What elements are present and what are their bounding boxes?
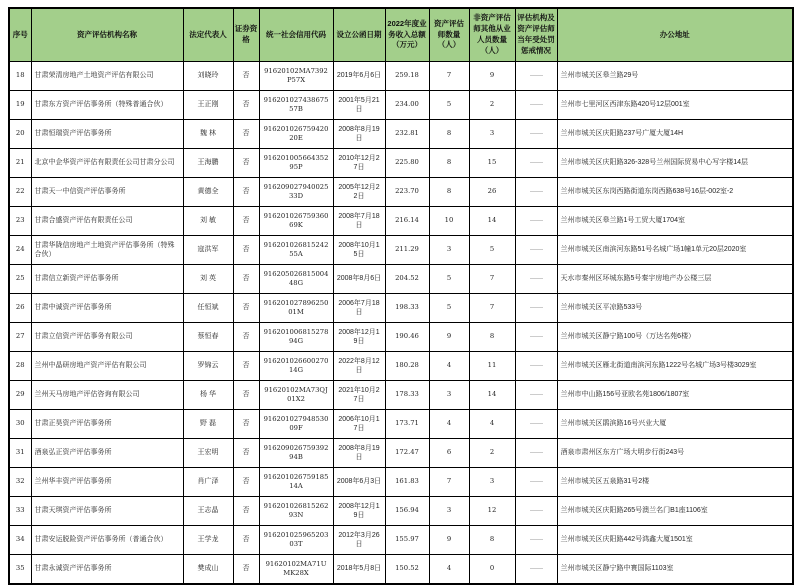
cell-institution-name: 兰州中晶研房地产资产评估有限公司 (31, 352, 183, 381)
cell-office-address: 兰州市城关区皋兰路29号 (557, 62, 793, 91)
header-penalty-status: 评估机构及资产评估师当年受处罚惩戒情况 (515, 8, 557, 62)
cell-office-address: 兰州市城关区静宁路中寰国际1103室 (557, 555, 793, 585)
table-row (9, 294, 793, 323)
cell-establish-date: 2005年12月22日 (333, 178, 385, 207)
cell-revenue: 161.83 (385, 468, 429, 497)
cell-office-address: 天水市秦州区环城东路5号秦宇房地产办公楼三层 (557, 265, 793, 294)
cell-legal-rep: 刘 敏 (183, 207, 233, 236)
cell-institution-name: 甘肃东方资产评估事务所（特殊普通合伙） (31, 91, 183, 120)
cell-other-staff-count: 2 (469, 439, 515, 468)
header-office-address: 办公地址 (557, 8, 793, 62)
cell-revenue: 180.28 (385, 352, 429, 381)
cell-revenue: 172.47 (385, 439, 429, 468)
cell-other-staff-count: 3 (469, 120, 515, 149)
table-row (9, 236, 793, 265)
cell-institution-name: 甘肃合盛资产评估有限责任公司 (31, 207, 183, 236)
cell-appraiser-count: 4 (429, 555, 469, 585)
cell-other-staff-count: 26 (469, 178, 515, 207)
table-row (9, 91, 793, 120)
cell-office-address: 兰州市城关区平凉路533号 (557, 294, 793, 323)
cell-legal-rep: 王学龙 (183, 526, 233, 555)
cell-other-staff-count: 11 (469, 352, 515, 381)
header-establish-date: 设立公函日期 (333, 8, 385, 62)
cell-legal-rep: 樊成山 (183, 555, 233, 585)
cell-serial: 35 (9, 555, 31, 585)
cell-institution-name: 甘肃天一中信资产评估事务所 (31, 178, 183, 207)
cell-penalty-status: —— (515, 62, 557, 91)
cell-other-staff-count: 12 (469, 497, 515, 526)
cell-securities-qualification: 否 (233, 62, 259, 91)
cell-serial: 28 (9, 352, 31, 381)
cell-credit-code: 91620100566435295P (259, 149, 333, 178)
cell-revenue: 198.33 (385, 294, 429, 323)
table-row (9, 410, 793, 439)
cell-office-address: 兰州市城关区雁北街道南滨河东路1222号名城广场3号楼3029室 (557, 352, 793, 381)
cell-office-address: 兰州市城关区静宁路100号（万达名苑6楼） (557, 323, 793, 352)
cell-office-address: 兰州市城关区庆阳路326-328号兰州国际贸易中心写字楼14层 (557, 149, 793, 178)
header-legal-rep: 法定代表人 (183, 8, 233, 62)
cell-appraiser-count: 8 (429, 178, 469, 207)
cell-establish-date: 2010年12月27日 (333, 149, 385, 178)
cell-credit-code: 91620102MA73QJ01X2 (259, 381, 333, 410)
cell-other-staff-count: 15 (469, 149, 515, 178)
cell-revenue: 211.29 (385, 236, 429, 265)
cell-serial: 22 (9, 178, 31, 207)
cell-establish-date: 2012年3月26日 (333, 526, 385, 555)
cell-securities-qualification: 否 (233, 352, 259, 381)
cell-appraiser-count: 5 (429, 91, 469, 120)
cell-institution-name: 兰州华丰资产评估事务所 (31, 468, 183, 497)
cell-revenue: 232.81 (385, 120, 429, 149)
cell-institution-name: 酒泉弘正资产评估事务所 (31, 439, 183, 468)
cell-institution-name: 甘肃天琪资产评估事务所 (31, 497, 183, 526)
cell-office-address: 兰州市城关区东岗西路街道东岗西路638号16层-002室-2 (557, 178, 793, 207)
cell-establish-date: 2008年7月18日 (333, 207, 385, 236)
cell-institution-name: 甘肃恒瑞资产评估事务所 (31, 120, 183, 149)
cell-securities-qualification: 否 (233, 555, 259, 585)
cell-serial: 34 (9, 526, 31, 555)
cell-credit-code: 91620102675936069K (259, 207, 333, 236)
cell-revenue: 204.52 (385, 265, 429, 294)
cell-legal-rep: 王志晶 (183, 497, 233, 526)
cell-revenue: 156.94 (385, 497, 429, 526)
cell-revenue: 216.14 (385, 207, 429, 236)
cell-appraiser-count: 3 (429, 236, 469, 265)
cell-establish-date: 2021年10月27日 (333, 381, 385, 410)
cell-revenue: 234.00 (385, 91, 429, 120)
cell-other-staff-count: 5 (469, 236, 515, 265)
cell-institution-name: 北京中企华资产评估有限责任公司甘肃分公司 (31, 149, 183, 178)
cell-other-staff-count: 2 (469, 91, 515, 120)
cell-penalty-status: —— (515, 497, 557, 526)
cell-serial: 18 (9, 62, 31, 91)
cell-institution-name: 兰州天马房地产评估咨询有限公司 (31, 381, 183, 410)
cell-establish-date: 2019年6月6日 (333, 62, 385, 91)
header-other-staff-count: 非资产评估师其他从业人员数量（人） (469, 8, 515, 62)
cell-serial: 30 (9, 410, 31, 439)
table-row (9, 352, 793, 381)
cell-establish-date: 2008年8月19日 (333, 439, 385, 468)
cell-legal-rep: 王海鹏 (183, 149, 233, 178)
cell-other-staff-count: 7 (469, 265, 515, 294)
cell-credit-code: 91620102MA71UMK28X (259, 555, 333, 585)
cell-credit-code: 91620102660027014G (259, 352, 333, 381)
cell-appraiser-count: 8 (429, 149, 469, 178)
cell-serial: 32 (9, 468, 31, 497)
cell-securities-qualification: 否 (233, 207, 259, 236)
cell-credit-code: 91620102675942020E (259, 120, 333, 149)
cell-legal-rep: 野 磊 (183, 410, 233, 439)
cell-appraiser-count: 3 (429, 497, 469, 526)
cell-other-staff-count: 0 (469, 555, 515, 585)
cell-establish-date: 2008年10月15日 (333, 236, 385, 265)
cell-revenue: 259.18 (385, 62, 429, 91)
table-header (9, 8, 793, 62)
cell-penalty-status: —— (515, 207, 557, 236)
cell-institution-name: 甘肃永诚资产评估事务所 (31, 555, 183, 585)
table-row (9, 497, 793, 526)
cell-penalty-status: —— (515, 178, 557, 207)
cell-establish-date: 2006年7月18日 (333, 294, 385, 323)
cell-establish-date: 2008年8月19日 (333, 120, 385, 149)
cell-legal-rep: 肖广泽 (183, 468, 233, 497)
table-row (9, 149, 793, 178)
cell-penalty-status: —— (515, 120, 557, 149)
table-row (9, 120, 793, 149)
cell-establish-date: 2001年5月21日 (333, 91, 385, 120)
cell-penalty-status: —— (515, 381, 557, 410)
cell-other-staff-count: 9 (469, 62, 515, 91)
cell-office-address: 兰州市七里河区西津东路420号12层001室 (557, 91, 793, 120)
cell-penalty-status: —— (515, 526, 557, 555)
cell-office-address: 兰州市城关区南滨河东路51号名城广场1幢1单元20层2020室 (557, 236, 793, 265)
cell-credit-code: 91620102794853009F (259, 410, 333, 439)
cell-legal-rep: 寇洪军 (183, 236, 233, 265)
cell-appraiser-count: 7 (429, 468, 469, 497)
cell-institution-name: 甘肃华陇信房地产土地资产评估事务所（特殊合伙） (31, 236, 183, 265)
cell-appraiser-count: 7 (429, 62, 469, 91)
cell-establish-date: 2018年5月8日 (333, 555, 385, 585)
cell-appraiser-count: 9 (429, 526, 469, 555)
cell-securities-qualification: 否 (233, 497, 259, 526)
cell-legal-rep: 魏 林 (183, 120, 233, 149)
cell-office-address: 酒泉市肃州区东方广场大明步行街243号 (557, 439, 793, 468)
cell-credit-code: 91620102MA7392P57X (259, 62, 333, 91)
cell-credit-code: 91620502681500448G (259, 265, 333, 294)
cell-legal-rep: 刘 英 (183, 265, 233, 294)
cell-revenue: 150.52 (385, 555, 429, 585)
cell-penalty-status: —— (515, 352, 557, 381)
cell-establish-date: 2008年6月3日 (333, 468, 385, 497)
table-row (9, 265, 793, 294)
appraisal-institutions-table (8, 7, 794, 585)
cell-securities-qualification: 否 (233, 294, 259, 323)
cell-securities-qualification: 否 (233, 149, 259, 178)
cell-penalty-status: —— (515, 323, 557, 352)
header-appraiser-count: 资产评估师数量（人） (429, 8, 469, 62)
cell-credit-code: 91620902794002533D (259, 178, 333, 207)
cell-appraiser-count: 6 (429, 439, 469, 468)
cell-revenue: 190.46 (385, 323, 429, 352)
cell-legal-rep: 任恒斌 (183, 294, 233, 323)
cell-credit-code: 91620100681527894G (259, 323, 333, 352)
cell-other-staff-count: 8 (469, 323, 515, 352)
cell-serial: 20 (9, 120, 31, 149)
cell-securities-qualification: 否 (233, 526, 259, 555)
cell-securities-qualification: 否 (233, 91, 259, 120)
cell-appraiser-count: 4 (429, 410, 469, 439)
cell-penalty-status: —— (515, 294, 557, 323)
cell-serial: 26 (9, 294, 31, 323)
cell-revenue: 173.71 (385, 410, 429, 439)
cell-serial: 25 (9, 265, 31, 294)
cell-serial: 19 (9, 91, 31, 120)
cell-office-address: 兰州市城关区庆阳路237号广厦大厦14H (557, 120, 793, 149)
cell-legal-rep: 王宏明 (183, 439, 233, 468)
table-row (9, 207, 793, 236)
cell-credit-code: 91620102596520303T (259, 526, 333, 555)
cell-establish-date: 2008年8月6日 (333, 265, 385, 294)
cell-serial: 31 (9, 439, 31, 468)
cell-credit-code: 91620102681526293N (259, 497, 333, 526)
cell-institution-name: 甘肃荣清房地产土地资产评估有限公司 (31, 62, 183, 91)
cell-credit-code: 91620902675939294B (259, 439, 333, 468)
cell-serial: 21 (9, 149, 31, 178)
cell-securities-qualification: 否 (233, 323, 259, 352)
cell-legal-rep: 杨 华 (183, 381, 233, 410)
table-row (9, 526, 793, 555)
cell-office-address: 兰州市城关区庆阳路265号澳兰名门B1座1106室 (557, 497, 793, 526)
cell-securities-qualification: 否 (233, 468, 259, 497)
cell-other-staff-count: 7 (469, 294, 515, 323)
table-row (9, 381, 793, 410)
cell-other-staff-count: 4 (469, 410, 515, 439)
cell-appraiser-count: 4 (429, 352, 469, 381)
table-body (9, 62, 793, 585)
cell-institution-name: 甘肃正昊资产评估事务所 (31, 410, 183, 439)
cell-securities-qualification: 否 (233, 410, 259, 439)
cell-office-address: 兰州市城关区庆阳路442号鸿鑫大厦1501室 (557, 526, 793, 555)
cell-institution-name: 甘肃中诚资产评估事务所 (31, 294, 183, 323)
cell-establish-date: 2008年12月19日 (333, 323, 385, 352)
cell-penalty-status: —— (515, 265, 557, 294)
cell-appraiser-count: 10 (429, 207, 469, 236)
cell-legal-rep: 黄德全 (183, 178, 233, 207)
cell-legal-rep: 王正刚 (183, 91, 233, 120)
cell-serial: 27 (9, 323, 31, 352)
cell-serial: 29 (9, 381, 31, 410)
cell-penalty-status: —— (515, 410, 557, 439)
cell-serial: 24 (9, 236, 31, 265)
table-row (9, 439, 793, 468)
cell-securities-qualification: 否 (233, 120, 259, 149)
cell-appraiser-count: 5 (429, 294, 469, 323)
cell-credit-code: 91620102681524255A (259, 236, 333, 265)
cell-other-staff-count: 3 (469, 468, 515, 497)
cell-penalty-status: —— (515, 236, 557, 265)
cell-credit-code: 91620102675918514A (259, 468, 333, 497)
cell-penalty-status: —— (515, 555, 557, 585)
cell-penalty-status: —— (515, 149, 557, 178)
cell-office-address: 兰州市中山路156号亚欧名苑1806/1807室 (557, 381, 793, 410)
cell-securities-qualification: 否 (233, 381, 259, 410)
cell-revenue: 225.80 (385, 149, 429, 178)
cell-securities-qualification: 否 (233, 236, 259, 265)
header-securities-qualification: 证券资格 (233, 8, 259, 62)
table-row (9, 555, 793, 585)
table-row (9, 178, 793, 207)
cell-other-staff-count: 14 (469, 381, 515, 410)
cell-penalty-status: —— (515, 468, 557, 497)
header-credit-code: 统一社会信用代码 (259, 8, 333, 62)
cell-other-staff-count: 8 (469, 526, 515, 555)
header-serial: 序号 (9, 8, 31, 62)
cell-office-address: 兰州市城关区五泉路31号2楼 (557, 468, 793, 497)
cell-institution-name: 甘肃立信资产评估事务有限公司 (31, 323, 183, 352)
table-row (9, 468, 793, 497)
cell-penalty-status: —— (515, 439, 557, 468)
cell-establish-date: 2008年12月19日 (333, 497, 385, 526)
cell-other-staff-count: 14 (469, 207, 515, 236)
cell-revenue: 178.33 (385, 381, 429, 410)
cell-institution-name: 甘肃信立新资产评估事务所 (31, 265, 183, 294)
cell-legal-rep: 蔡恒春 (183, 323, 233, 352)
cell-appraiser-count: 9 (429, 323, 469, 352)
header-revenue-2022: 2022年度业务收入总额（万元） (385, 8, 429, 62)
cell-credit-code: 91620102743867557B (259, 91, 333, 120)
cell-revenue: 223.70 (385, 178, 429, 207)
cell-revenue: 155.97 (385, 526, 429, 555)
header-row (9, 8, 793, 62)
cell-legal-rep: 罗锦云 (183, 352, 233, 381)
cell-office-address: 兰州市城关区鹃滨路16号兴业大厦 (557, 410, 793, 439)
table-row (9, 62, 793, 91)
cell-appraiser-count: 5 (429, 265, 469, 294)
cell-establish-date: 2022年8月12日 (333, 352, 385, 381)
cell-establish-date: 2006年10月17日 (333, 410, 385, 439)
table-row (9, 323, 793, 352)
cell-appraiser-count: 8 (429, 120, 469, 149)
cell-penalty-status: —— (515, 91, 557, 120)
cell-securities-qualification: 否 (233, 178, 259, 207)
cell-securities-qualification: 否 (233, 265, 259, 294)
cell-credit-code: 91620102789625001M (259, 294, 333, 323)
cell-legal-rep: 刘晓玲 (183, 62, 233, 91)
cell-appraiser-count: 3 (429, 381, 469, 410)
cell-serial: 33 (9, 497, 31, 526)
header-institution-name: 资产评估机构名称 (31, 8, 183, 62)
cell-office-address: 兰州市城关区皋兰路1号工贸大厦1704室 (557, 207, 793, 236)
cell-institution-name: 甘肃安运脱险资产评估事务所（普通合伙） (31, 526, 183, 555)
cell-securities-qualification: 否 (233, 439, 259, 468)
cell-serial: 23 (9, 207, 31, 236)
